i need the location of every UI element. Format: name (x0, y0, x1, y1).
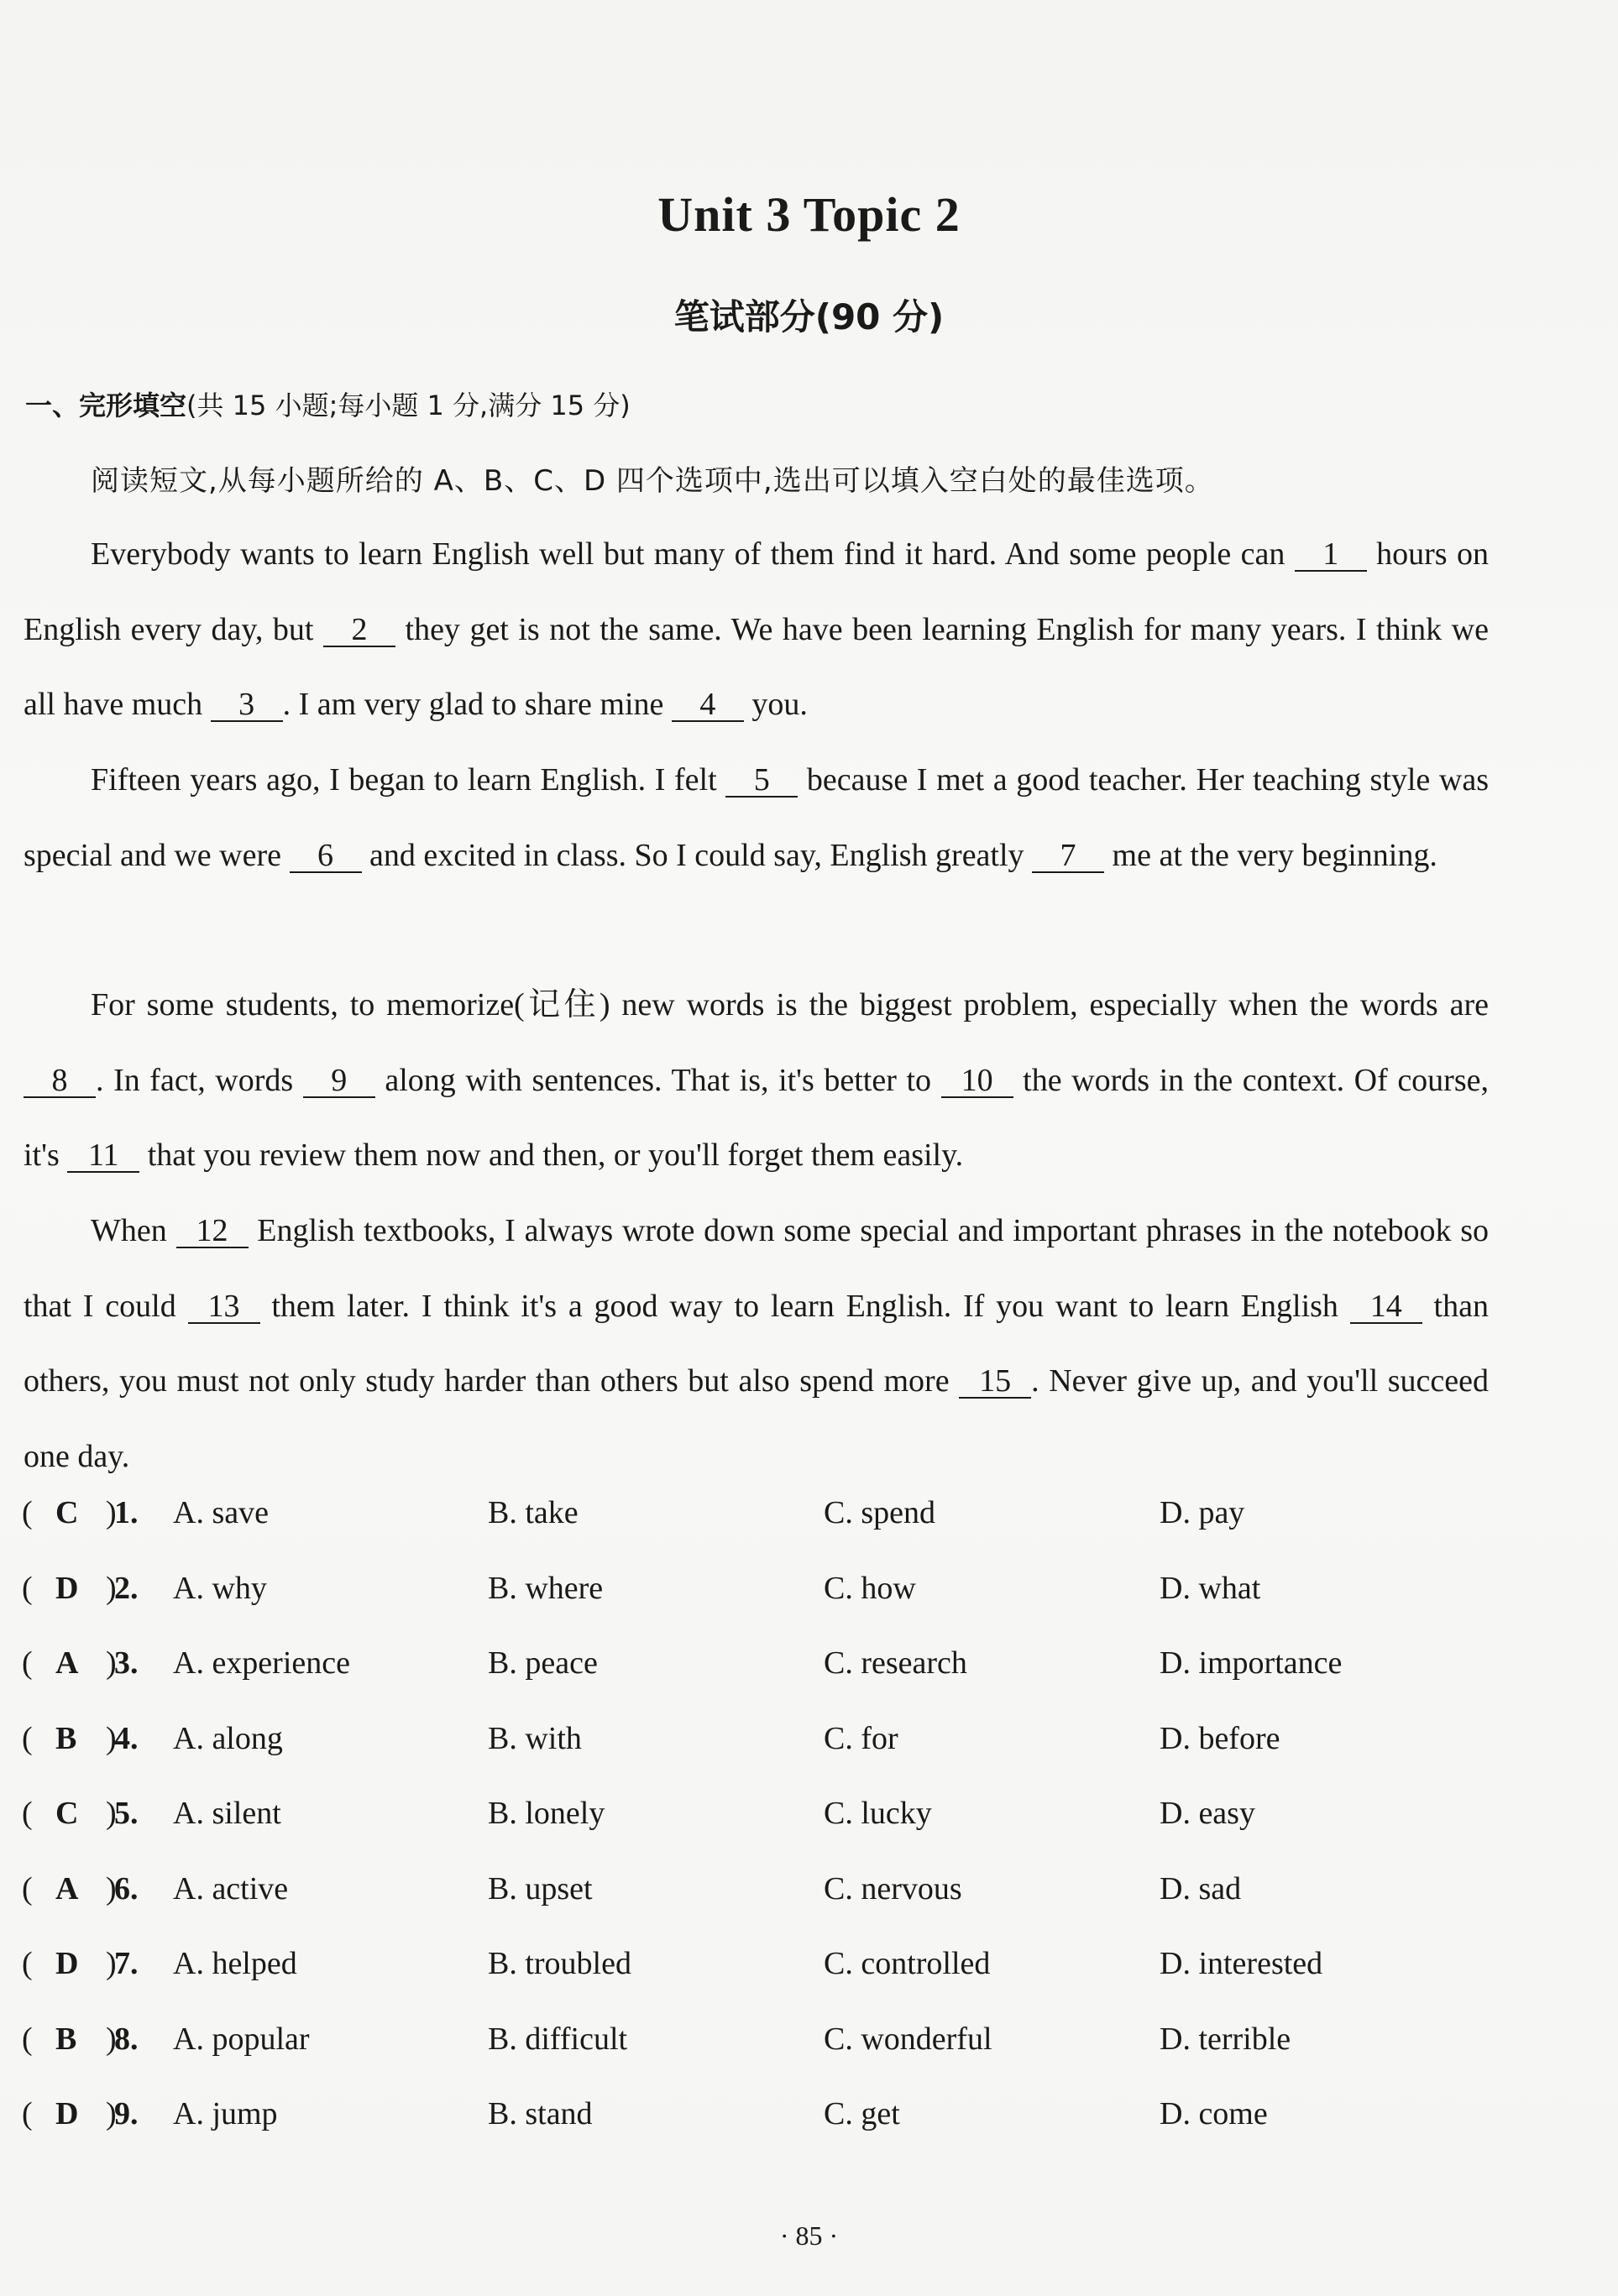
blank-12: 12 (176, 1215, 249, 1248)
section-subtitle: 笔试部分(90 分) (673, 296, 945, 337)
option-b: B. peace (488, 1645, 598, 1681)
answer-letter: B (55, 1720, 77, 1756)
option-a: A. active (173, 1870, 289, 1906)
blank-13: 13 (188, 1290, 260, 1324)
paren-close: ) (106, 2096, 117, 2131)
paren-open: ( (22, 1870, 33, 1906)
paren-open: ( (22, 1570, 33, 1606)
paren-close: ) (106, 1645, 117, 1681)
paren-open: ( (22, 1720, 33, 1756)
option-c: C. lucky (824, 1796, 932, 1831)
option-b: B. difficult (488, 2021, 628, 2057)
question-row (22, 1870, 1533, 1946)
answer-letter: A (55, 1645, 79, 1681)
option-c: C. spend (824, 1495, 935, 1530)
paren-open: ( (22, 1796, 33, 1831)
answer-letter: C (55, 1796, 79, 1831)
blank-15: 15 (959, 1365, 1031, 1399)
paren-close: ) (106, 1570, 117, 1606)
question-options (22, 1494, 1533, 2171)
blank-5: 5 (725, 764, 798, 798)
blank-9: 9 (303, 1064, 375, 1098)
blank-8: 8 (24, 1064, 96, 1098)
passage-text: and excited in class. So I could say, English greatly (361, 837, 1033, 873)
passage-text: they get is not the same. We have been learning English for many years. I think we all have much (24, 611, 1489, 722)
question-number: 4. (114, 1720, 139, 1756)
option-d: D. terrible (1160, 2021, 1291, 2057)
passage-text: the words in the context. Of course, it's (24, 1062, 1489, 1173)
option-d: D. importance (1160, 1645, 1343, 1681)
question-number: 1. (114, 1495, 139, 1530)
passage-text: Fifteen years ago, I began to learn English. I felt (91, 762, 726, 798)
question-row (22, 1645, 1533, 1720)
blank-4: 4 (672, 688, 744, 722)
blank-6: 6 (290, 839, 362, 873)
passage-text: When (91, 1213, 176, 1248)
option-a: A. popular (173, 2021, 310, 2057)
option-b: B. take (488, 1495, 579, 1530)
paren-close: ) (106, 1796, 117, 1831)
section-heading (25, 384, 631, 423)
section-heading-detail: (共 15 小题;每小题 1 分,满分 15 分) (186, 390, 631, 421)
answer-letter: D (55, 1570, 79, 1606)
paren-open: ( (22, 2021, 33, 2057)
option-a: A. jump (173, 2096, 278, 2131)
option-b: B. lonely (488, 1796, 605, 1831)
option-d: D. interested (1160, 1946, 1323, 1981)
option-c: C. research (824, 1645, 967, 1681)
option-c: C. controlled (824, 1946, 991, 1981)
passage-text: than others, you must not only study harder than others but also spend more (24, 1288, 1489, 1399)
paren-close: ) (106, 2021, 117, 2057)
option-b: B. with (488, 1720, 582, 1756)
blank-2: 2 (323, 614, 395, 647)
paren-close: ) (106, 1720, 117, 1756)
option-a: A. helped (173, 1946, 297, 1981)
option-a: A. save (173, 1495, 269, 1530)
option-d: D. come (1160, 2096, 1268, 2131)
answer-letter: C (55, 1495, 79, 1530)
option-b: B. stand (488, 2096, 593, 2131)
question-row (22, 1494, 1533, 1570)
question-number: 5. (114, 1796, 139, 1831)
passage-text: Everybody wants to learn English well but many of them find it hard. And some people can (91, 536, 1295, 572)
question-number: 7. (114, 1946, 139, 1981)
passage-paragraph-1 (24, 517, 1489, 743)
section-heading-label: 一、完形填空 (25, 390, 187, 421)
paren-open: ( (22, 1645, 33, 1681)
question-row (22, 2021, 1533, 2096)
question-row (22, 1795, 1533, 1870)
passage-text: . In fact, words (96, 1062, 303, 1098)
passage-paragraph-2 (24, 743, 1489, 893)
option-c: C. wonderful (824, 2021, 992, 2057)
option-d: D. pay (1160, 1495, 1245, 1530)
paren-close: ) (106, 1870, 117, 1906)
answer-letter: D (55, 1946, 79, 1981)
question-number: 9. (114, 2096, 139, 2131)
paren-open: ( (22, 1495, 33, 1530)
option-a: A. silent (173, 1796, 281, 1831)
question-row (22, 1570, 1533, 1645)
passage-text: . Never give up, and you'll succeed one day. (24, 1363, 1489, 1474)
passage-paragraph-3 (24, 968, 1489, 1194)
question-row (22, 1720, 1533, 1796)
option-a: A. experience (173, 1645, 350, 1681)
option-d: D. sad (1160, 1870, 1242, 1906)
blank-10: 10 (941, 1064, 1013, 1098)
option-d: D. before (1160, 1720, 1280, 1756)
option-a: A. why (173, 1570, 267, 1606)
question-row (22, 2095, 1533, 2171)
passage-text: me at the very beginning. (1104, 837, 1437, 873)
question-number: 3. (114, 1645, 139, 1681)
answer-letter: D (55, 2096, 79, 2131)
question-number: 2. (114, 1570, 139, 1606)
option-b: B. where (488, 1570, 604, 1606)
passage-text: you. (743, 687, 808, 722)
paren-open: ( (22, 1946, 33, 1981)
question-row (22, 1945, 1533, 2021)
passage-paragraph-4 (24, 1194, 1489, 1494)
passage-text: that you review them now and then, or you'll forget them easily. (139, 1138, 964, 1173)
question-number: 8. (114, 2021, 139, 2057)
option-b: B. troubled (488, 1946, 631, 1981)
passage-text: them later. I think it's a good way to learn English. If you want to learn English (259, 1288, 1350, 1324)
question-number: 6. (114, 1870, 139, 1906)
option-d: D. what (1160, 1570, 1261, 1606)
blank-1: 1 (1295, 538, 1367, 572)
option-c: C. how (824, 1570, 916, 1606)
option-c: C. for (824, 1720, 898, 1756)
answer-letter: B (55, 2021, 77, 2057)
instruction-text: 阅读短文,从每小题所给的 A、B、C、D 四个选项中,选出可以填入空白处的最佳选项。 (91, 464, 1214, 498)
answer-letter: A (55, 1870, 79, 1906)
option-a: A. along (173, 1720, 283, 1756)
passage-text: because I met a good teacher. Her teaching style was special and we were (24, 762, 1489, 873)
passage-text: along with sentences. That is, it's better to (374, 1062, 941, 1098)
paren-close: ) (106, 1946, 117, 1981)
option-c: C. nervous (824, 1870, 962, 1906)
option-b: B. upset (488, 1870, 593, 1906)
option-d: D. easy (1160, 1796, 1255, 1831)
page-title: Unit 3 Topic 2 (657, 187, 961, 242)
option-c: C. get (824, 2096, 900, 2131)
paren-open: ( (22, 2096, 33, 2131)
page-number: · 85 · (779, 2220, 839, 2251)
passage-text: . I am very glad to share mine (282, 687, 672, 722)
paren-close: ) (106, 1495, 117, 1530)
blank-7: 7 (1032, 839, 1104, 873)
passage-text: English textbooks, I always wrote down some special and important phrases in the notebook so that I could (24, 1213, 1489, 1324)
blank-11: 11 (67, 1139, 139, 1173)
blank-14: 14 (1350, 1290, 1422, 1324)
passage-text: For some students, to memorize(记住) new words is the biggest problem, especially when the words are (91, 987, 1489, 1022)
blank-3: 3 (211, 688, 283, 722)
passage-text: hours on English every day, but (24, 536, 1489, 647)
